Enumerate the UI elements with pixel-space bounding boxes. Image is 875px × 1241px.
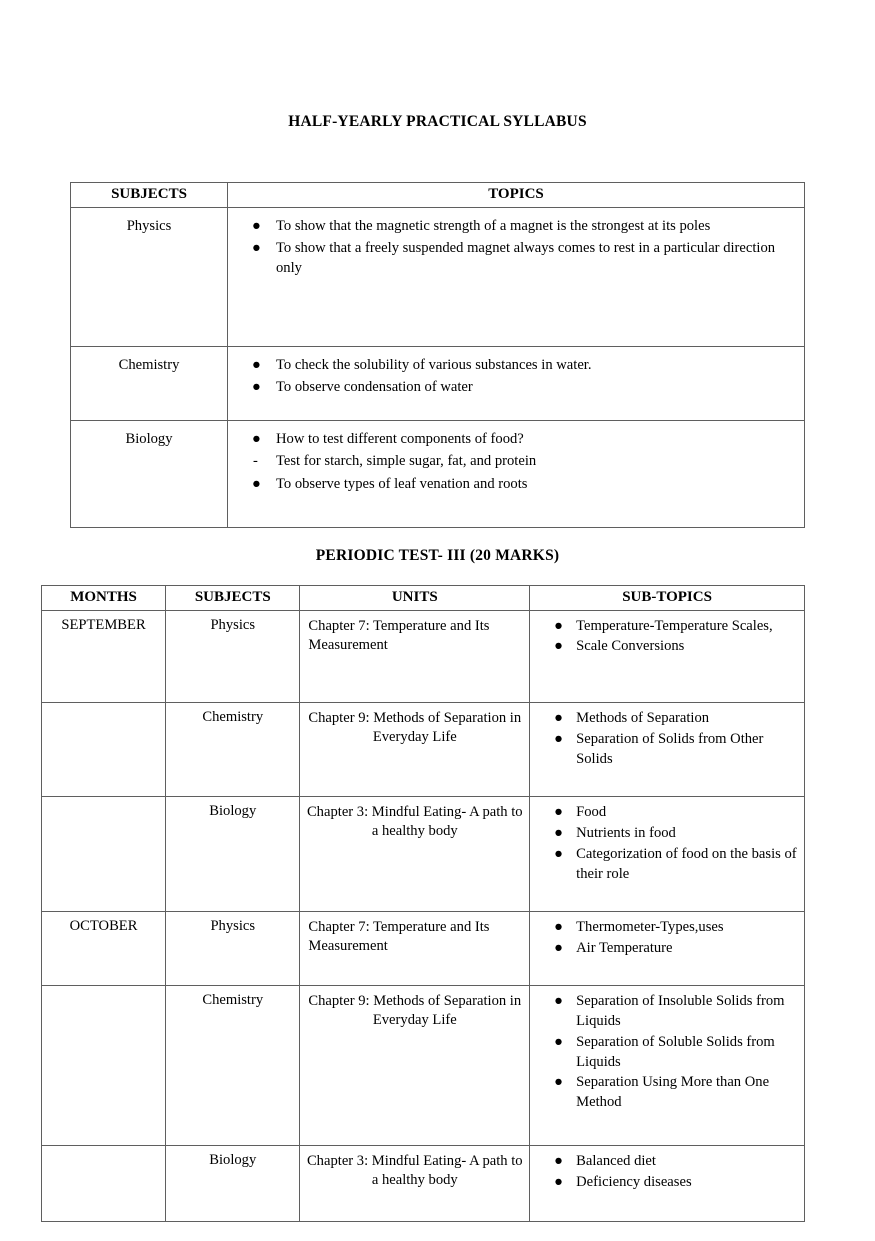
subtopics-cell [530,912,805,986]
table-row [42,797,805,912]
subject-cell: Biology [71,421,228,528]
list-item [238,475,794,494]
month-cell: SEPTEMBER [42,611,166,703]
bullet-marker-icon: ● [554,1033,563,1050]
subject-cell: Physics [71,208,228,347]
list-item [534,709,800,729]
bullet-marker-icon: ● [554,730,563,747]
list-item-text: Air Temperature [576,939,673,956]
list-item [534,845,800,885]
practical-syllabus-table [70,182,805,528]
list-item [534,1152,800,1172]
list-item-text: To observe condensation of water [276,379,473,396]
month-cell [42,797,166,912]
subtopics-cell [530,703,805,797]
bullet-list [534,992,800,1113]
bullet-list [238,430,794,494]
topics-cell [228,421,805,528]
list-item-text: Scale Conversions [576,637,685,654]
bullet-marker-icon: ● [554,939,563,956]
unit-cell: Chapter 9: Methods of Separation in Everyday Life [300,986,530,1146]
list-item [534,1073,800,1113]
table-row [71,421,805,528]
table-header-row [71,183,805,208]
list-item-text: To show that a freely suspended magnet always comes to rest in a particular direction only [276,240,776,276]
list-item [534,1033,800,1073]
list-item [534,992,800,1032]
subject-cell: Physics [166,611,300,703]
bullet-marker-icon: ● [554,804,563,820]
list-item-text: How to test different components of food? [276,431,524,447]
list-item [534,730,800,770]
subject-cell: Chemistry [166,703,300,797]
bullet-marker-icon: ● [252,240,261,257]
table-row [42,912,805,986]
unit-cell: Chapter 3: Mindful Eating- A path to a healthy body [300,1146,530,1222]
unit-cell: Chapter 7: Temperature and Its Measurement [300,912,530,986]
list-item-text: Methods of Separation [576,710,710,726]
bullet-marker-icon: ● [554,824,563,841]
bullet-marker-icon: ● [554,710,563,726]
unit-cell: Chapter 9: Methods of Separation in Everyday Life [300,703,530,797]
subtopics-cell [530,1146,805,1222]
bullet-marker-icon: ● [554,919,563,935]
list-item [534,824,800,844]
bullet-list [534,617,800,657]
bullet-marker-icon: ● [252,475,261,492]
month-cell [42,1146,166,1222]
list-item-text: Deficiency diseases [576,1173,692,1190]
list-item-text: Temperature-Temperature Scales, [576,618,773,634]
list-item-text: Nutrients in food [576,824,676,841]
subject-cell: Chemistry [166,986,300,1146]
subject-cell: Chemistry [71,347,228,421]
header-units: UNITS [300,586,530,611]
list-item [238,430,794,449]
list-item-text: Test for starch, simple sugar, fat, and protein [276,453,537,470]
header-subjects: SUBJECTS [71,183,228,208]
bullet-marker-icon: ● [554,1153,563,1169]
list-item-text: Separation of Soluble Solids from Liquids [576,1033,775,1070]
bullet-marker-icon: ● [554,637,563,654]
bullet-marker-icon: ● [554,845,563,862]
list-item [534,637,800,657]
topics-cell [228,347,805,421]
bullet-marker-icon: ● [252,431,261,447]
subtopics-cell [530,797,805,912]
table-row [42,1146,805,1222]
subtopics-cell [530,611,805,703]
list-item [238,452,794,471]
bullet-marker-icon: ● [554,1173,563,1190]
list-item-text: To show that the magnetic strength of a magnet is the strongest at its poles [276,218,711,234]
bullet-marker-icon: ● [252,218,261,234]
unit-cell: Chapter 3: Mindful Eating- A path to a healthy body [300,797,530,912]
list-item-text: Categorization of food on the basis of their role [576,845,797,882]
table-row [71,208,805,347]
periodic-test-title: PERIODIC TEST- III (20 MARKS) [315,547,560,564]
bullet-marker-icon: ● [554,618,563,634]
bullet-list [238,217,794,278]
bullet-list [238,356,794,398]
table-row [42,986,805,1146]
list-item [534,803,800,823]
subject-cell: Biology [166,797,300,912]
periodic-test-table [41,585,805,1222]
list-item [238,378,794,397]
bullet-marker-icon: ● [554,1074,563,1091]
list-item-text: Separation of Solids from Other Solids [576,730,764,767]
table-row [42,703,805,797]
subject-cell: Physics [166,912,300,986]
subtopics-cell [530,986,805,1146]
header-subjects: SUBJECTS [166,586,300,611]
list-item-text: Thermometer-Types,uses [576,919,724,935]
dash-marker-icon: - [253,453,258,470]
list-item-text: Separation of Insoluble Solids from Liquids [576,993,785,1029]
list-item [534,918,800,938]
practical-syllabus-title: HALF-YEARLY PRACTICAL SYLLABUS [288,113,587,130]
month-cell [42,986,166,1146]
bullet-list [534,709,800,770]
month-cell [42,703,166,797]
header-topics: TOPICS [228,183,805,208]
list-item-text: Separation Using More than One Method [576,1074,770,1111]
list-item-text: To observe types of leaf venation and roots [276,475,528,492]
header-months: MONTHS [42,586,166,611]
bullet-list [534,1152,800,1193]
bullet-list [534,803,800,884]
list-item-text: Balanced diet [576,1153,656,1169]
bullet-marker-icon: ● [554,993,563,1009]
unit-cell: Chapter 7: Temperature and Its Measurement [300,611,530,703]
table-row [71,347,805,421]
header-subtopics: SUB-TOPICS [530,586,805,611]
bullet-marker-icon: ● [252,379,261,396]
bullet-list [534,918,800,959]
bullet-marker-icon: ● [252,357,261,373]
list-item [534,939,800,959]
list-item-text: To check the solubility of various substances in water. [276,357,592,373]
list-item [534,1173,800,1193]
subject-cell: Biology [166,1146,300,1222]
table-header-row [42,586,805,611]
list-item [534,617,800,637]
list-item [238,239,794,278]
topics-cell [228,208,805,347]
month-cell: OCTOBER [42,912,166,986]
list-item [238,356,794,375]
list-item [238,217,794,236]
table-row [42,611,805,703]
list-item-text: Food [576,804,607,820]
